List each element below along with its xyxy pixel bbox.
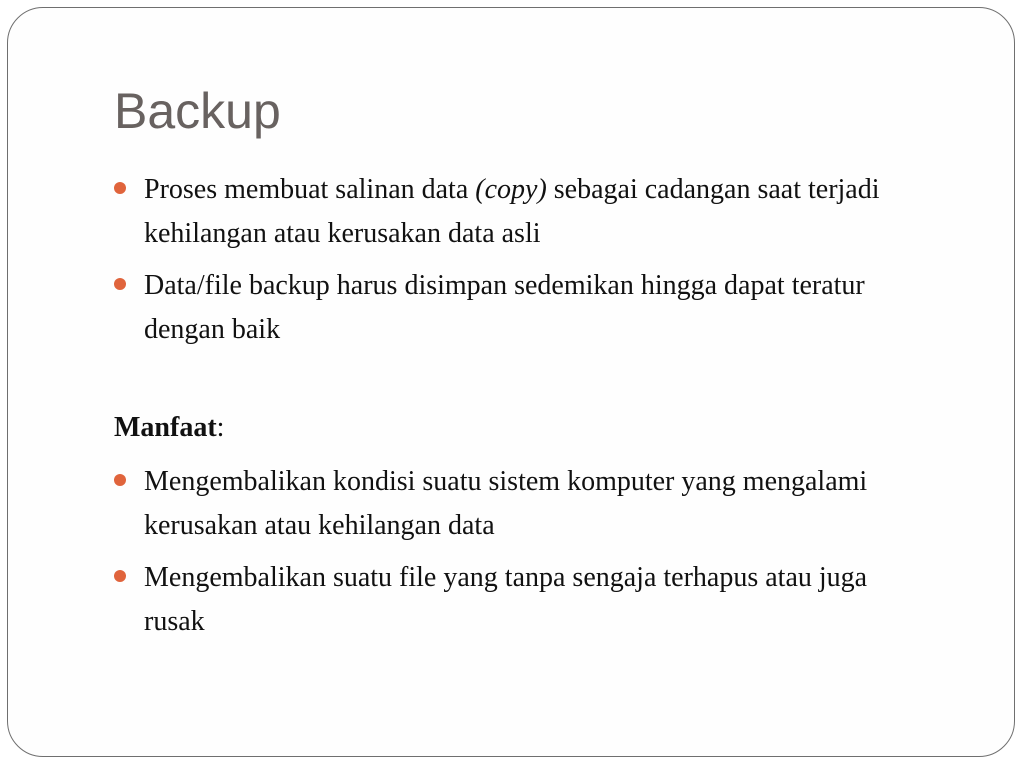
bullet-text-italic: (copy): [475, 174, 547, 205]
bullet-item: [114, 264, 934, 352]
section-heading-colon: :: [216, 412, 225, 443]
bullet-list-top: [114, 168, 934, 352]
bullet-text: Data/file backup harus disimpan sedemikan hingga dapat teratur dengan baik: [144, 270, 865, 345]
bullet-list-bottom: [114, 460, 934, 644]
bullet-dot-icon: [114, 570, 126, 582]
section-heading: [114, 406, 934, 450]
bullet-text-part: Proses membuat salinan data: [144, 174, 476, 205]
bullet-text: Mengembalikan suatu file yang tanpa sengaja terhapus atau juga rusak: [144, 562, 868, 637]
bullet-item: [114, 460, 934, 548]
bullet-item: [114, 168, 934, 256]
bullet-text-part: sebagai cadangan saat terjadi kehilangan atau kerusakan data asli: [144, 174, 880, 249]
slide-title: Backup: [114, 83, 281, 139]
bullet-item: [114, 556, 934, 644]
bullet-dot-icon: [114, 182, 126, 194]
section-heading-label: Manfaat: [114, 412, 217, 443]
slide-content: [114, 168, 934, 652]
bullet-dot-icon: [114, 474, 126, 486]
bullet-text: Mengembalikan kondisi suatu sistem komputer yang mengalami kerusakan atau kehilangan data: [144, 466, 868, 541]
bullet-dot-icon: [114, 278, 126, 290]
